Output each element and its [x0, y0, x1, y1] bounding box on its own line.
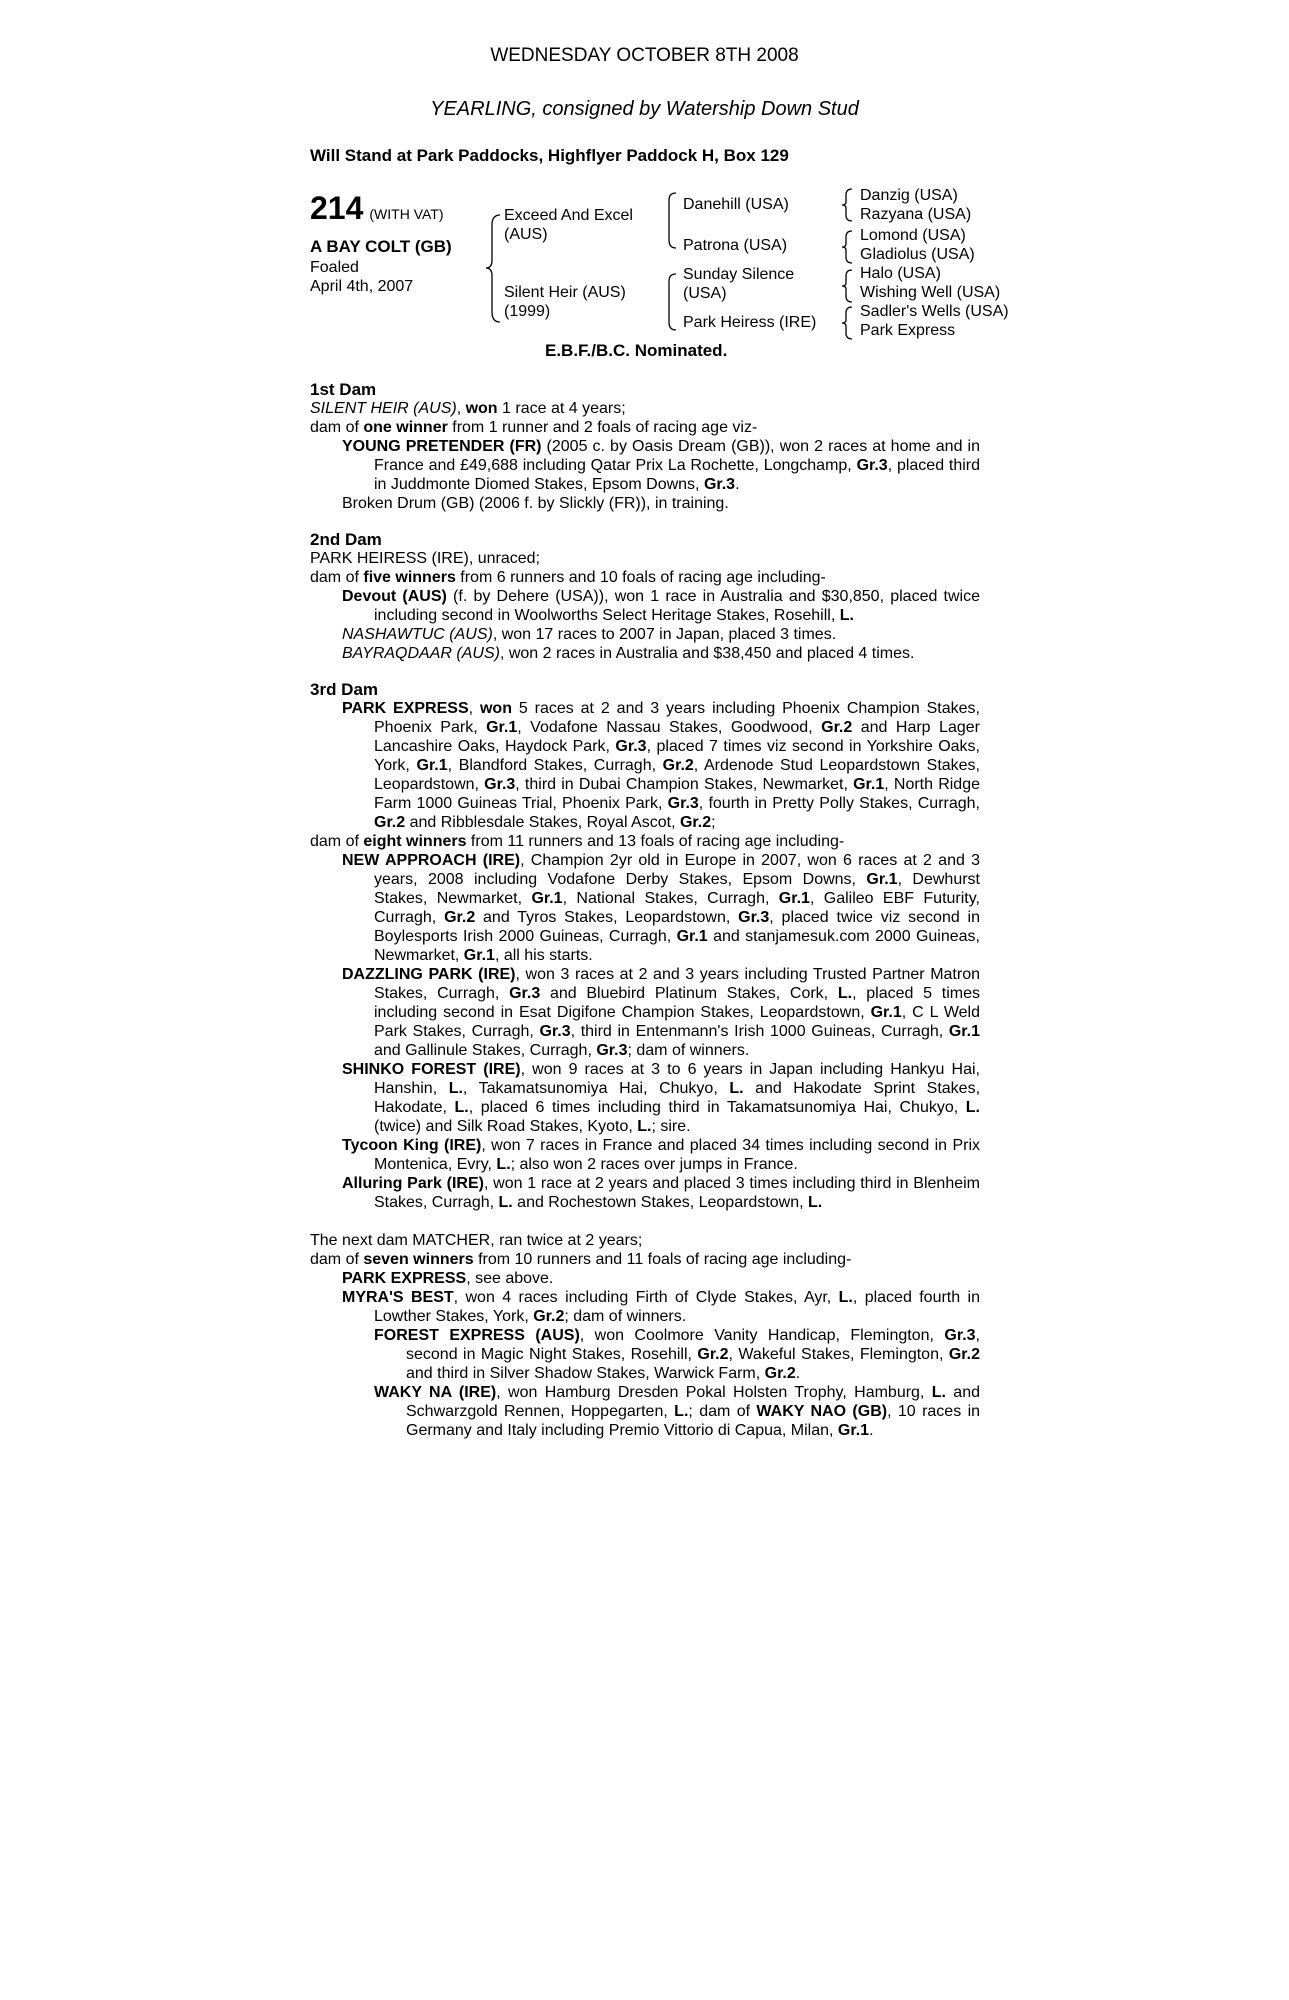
ancestor-2: Razyana (USA): [860, 206, 972, 223]
third-dam-produce: dam of eight winners from 11 runners and 13 foals of racing age including-: [310, 833, 845, 850]
foaled-label: Foaled: [310, 259, 359, 276]
dam: Silent Heir (AUS) (1999): [504, 284, 626, 320]
forest-express-entry: FOREST EXPRESS (AUS), won Coolmore Vanity Handicap, Flemington, Gr.3, second in Magic Night Stakes, Rosehill, Gr.2, Wakeful Stakes, Flemington, Gr.2 and third in Silver Shadow Stakes, Warwick Farm, Gr.2.: [374, 1327, 980, 1382]
park-heiress-brace: [842, 307, 852, 339]
foaled-date: April 4th, 2007: [310, 278, 414, 295]
new-approach-entry: NEW APPROACH (IRE), Champion 2yr old in Europe in 2007, won 6 races at 2 and 3 years, 2008 including Vodafone Derby Stakes, Epsom Downs, Gr.1, Dewhurst Stakes, Newmarket, Gr.1, National Stakes, Curragh, Gr.1, Galileo EBF Futurity, Curragh, Gr.2 and Tyros Stakes, Leopardstown, Gr.3, placed twice viz second in Boylesports Irish 2000 Guineas, Curragh, Gr.1 and stanjamesuk.com 2000 Guineas, Newmarket, Gr.1, all his starts.: [342, 852, 981, 964]
dam-sire: Sunday Silence (USA): [683, 266, 795, 302]
second-dam-heading: 2nd Dam: [310, 530, 382, 549]
third-dam-heading: 3rd Dam: [310, 680, 379, 699]
ancestor-7: Sadler's Wells (USA): [860, 303, 1009, 320]
second-dam-produce: dam of five winners from 6 runners and 10 foals of racing age including-: [310, 569, 826, 586]
vat-note: (WITH VAT): [369, 206, 444, 222]
sunday-silence-brace: [842, 270, 852, 302]
myras-best-entry: MYRA'S BEST, won 4 races including Firth of Clyde Stakes, Ayr, L., placed fourth in Lowther Stakes, York, Gr.2; dam of winners.: [342, 1289, 980, 1325]
ancestor-3: Lomond (USA): [860, 227, 966, 244]
park-express-ref: PARK EXPRESS, see above.: [342, 1270, 554, 1287]
broken-drum-entry: Broken Drum (GB) (2006 f. by Slickly (FR)), in training.: [342, 495, 729, 512]
ancestor-1: Danzig (USA): [860, 187, 958, 204]
ancestor-5: Halo (USA): [860, 265, 941, 282]
nomination-note: E.B.F./B.C. Nominated.: [545, 341, 728, 360]
produce-record: [310, 380, 980, 1440]
sire-dam-brace: [486, 215, 500, 322]
young-pretender-entry: YOUNG PRETENDER (FR) (2005 c. by Oasis Dream (GB)), won 2 races at home and in France and £49,688 including Qatar Prix La Rochette, Longchamp, Gr.3, placed third in Juddmonte Diomed Stakes, Epsom Downs, Gr.3.: [342, 438, 981, 493]
shinko-forest-entry: SHINKO FOREST (IRE), won 9 races at 3 to 6 years in Japan including Hankyu Hai, Hanshin, L., Takamatsunomiya Hai, Chukyo, L. and Hakodate Sprint Stakes, Hakodate, L., placed 6 times including third in Takamatsunomiya Hai, Chukyo, L. (twice) and Silk Road Stakes, Kyoto, L.; sire.: [342, 1061, 981, 1135]
first-dam-produce: dam of one winner from 1 runner and 2 foals of racing age viz-: [310, 419, 758, 436]
patrona-brace: [842, 231, 852, 263]
ancestor-8: Park Express: [860, 322, 956, 339]
next-dam-produce: dam of seven winners from 10 runners and 11 foals of racing age including-: [310, 1251, 852, 1268]
lot-title: A BAY COLT (GB): [310, 237, 452, 256]
ancestor-4: Gladiolus (USA): [860, 246, 975, 263]
sire-sire: Danehill (USA): [683, 196, 789, 213]
dazzling-park-entry: DAZZLING PARK (IRE), won 3 races at 2 and 3 years including Trusted Partner Matron Stakes, Curragh, Gr.3 and Bluebird Platinum Stakes, Cork, L., placed 5 times including second in Esat Digifone Champion Stakes, Leopardstown, Gr.1, C L Weld Park Stakes, Curragh, Gr.3, third in Entenmann's Irish 1000 Guineas, Curragh, Gr.1 and Gallinule Stakes, Curragh, Gr.3; dam of winners.: [342, 966, 981, 1059]
alluring-park-entry: Alluring Park (IRE), won 1 race at 2 years and placed 3 times including third in Blenheim Stakes, Curragh, L. and Rochestown Stakes, Leopardstown, L.: [342, 1175, 980, 1211]
nashawtuc-entry: NASHAWTUC (AUS), won 17 races to 2007 in Japan, placed 3 times.: [342, 626, 837, 643]
second-dam-line: PARK HEIRESS (IRE), unraced;: [310, 550, 540, 567]
devout-entry: Devout (AUS) (f. by Dehere (USA)), won 1 race in Australia and $30,850, placed twice including second in Woolworths Select Heritage Stakes, Rosehill, L.: [342, 588, 981, 624]
dam-dam: Park Heiress (IRE): [683, 314, 817, 331]
sire-brace: [669, 193, 676, 248]
sale-date: WEDNESDAY OCTOBER 8TH 2008: [490, 45, 799, 66]
lot-number: 214: [310, 190, 364, 226]
bayraqdaar-entry: BAYRAQDAAR (AUS), won 2 races in Australia and $38,450 and placed 4 times.: [342, 645, 915, 662]
waky-na-entry: WAKY NA (IRE), won Hamburg Dresden Pokal Holsten Trophy, Hamburg, L. and Schwarzgold Rennen, Hoppegarten, L.; dam of WAKY NAO (GB), 10 races in Germany and Italy including Premio Vittorio di Capua, Milan, Gr.1.: [374, 1384, 981, 1439]
first-dam-heading: 1st Dam: [310, 380, 377, 399]
park-express-entry: PARK EXPRESS, won 5 races at 2 and 3 years including Phoenix Champion Stakes, Phoenix Park, Gr.1, Vodafone Nassau Stakes, Goodwood, Gr.2 and Harp Lager Lancashire Oaks, Haydock Park, Gr.3, placed 7 times viz second in Yorkshire Oaks, York, Gr.1, Blandford Stakes, Curragh, Gr.2, Ardenode Stud Leopardstown Stakes, Leopardstown, Gr.3, third in Dubai Champion Stakes, Newmarket, Gr.1, North Ridge Farm 1000 Guineas Trial, Phoenix Park, Gr.3, fourth in Pretty Polly Stakes, Curragh, Gr.2 and Ribblesdale Stakes, Royal Ascot, Gr.2;: [342, 700, 981, 831]
stand-location: Will Stand at Park Paddocks, Highflyer Paddock H, Box 129: [310, 146, 789, 165]
pedigree-brackets: [0, 0, 1289, 350]
danehill-brace: [842, 189, 852, 221]
next-dam-line: The next dam MATCHER, ran twice at 2 years;: [310, 1232, 643, 1249]
sire-dam: Patrona (USA): [683, 237, 788, 254]
tycoon-king-entry: Tycoon King (IRE), won 7 races in France and placed 34 times including second in Prix Montenica, Evry, L.; also won 2 races over jumps in France.: [342, 1137, 981, 1173]
ancestor-6: Wishing Well (USA): [860, 284, 1001, 301]
consignment-line: YEARLING, consigned by Watership Down Stud: [430, 98, 859, 120]
first-dam-line: SILENT HEIR (AUS), won 1 race at 4 years;: [310, 400, 626, 417]
sire: Exceed And Excel (AUS): [504, 207, 633, 243]
dam-brace: [669, 274, 676, 330]
